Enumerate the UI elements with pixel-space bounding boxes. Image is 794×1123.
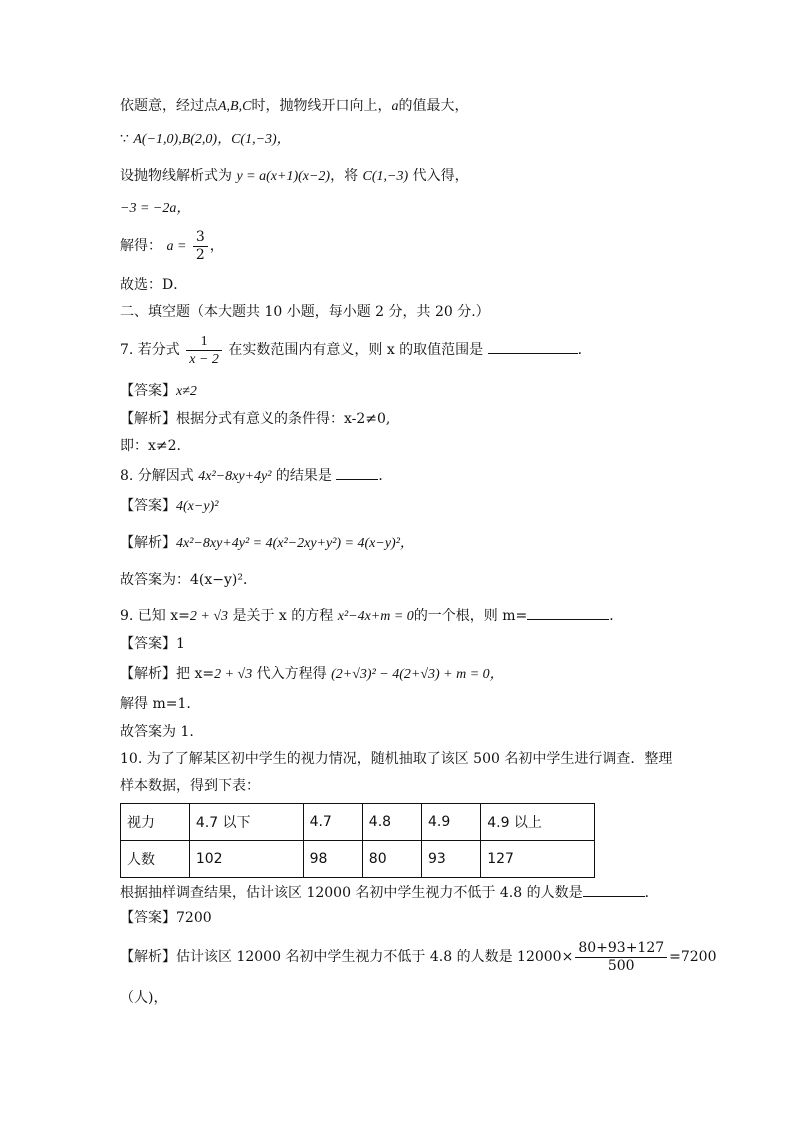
text-fragment: ． (609, 608, 624, 624)
text-line-1 (120, 96, 468, 117)
table-cell: 98 (303, 841, 362, 878)
table-cell: 4.7 (303, 804, 362, 841)
analysis-text: 估计该区 12000 名初中学生视力不低于 4.8 的人数是 12000× (176, 949, 574, 965)
text-line-5 (120, 226, 224, 267)
conclusion-text: 故答案为 1. (120, 724, 194, 740)
question-9 (120, 605, 623, 627)
analysis-label: 【解析】 (120, 535, 176, 551)
answer-7 (120, 381, 197, 402)
analysis-label: 【解析】 (120, 666, 176, 682)
analysis-9 (120, 664, 504, 685)
table-cell: 4.9 以上 (481, 804, 595, 841)
fraction (575, 940, 667, 975)
answer-blank (336, 465, 378, 480)
question-text: 的一个根，则 m= (413, 608, 528, 624)
answer-8 (120, 496, 218, 517)
text-line-2 (120, 129, 291, 150)
analysis-10 (120, 937, 717, 977)
fraction-denominator: 2 (193, 246, 208, 264)
analysis-8 (120, 533, 414, 554)
fraction-denominator: x − 2 (186, 350, 222, 368)
text-line-4 (120, 198, 190, 219)
math-expression: A(−1,0),B(2,0)，C(1,−3)， (133, 132, 291, 147)
answer-value: 7200 (176, 910, 212, 926)
text-line-3 (120, 166, 469, 187)
answer-value: 1 (176, 636, 185, 652)
fraction (193, 229, 208, 264)
table-cell: 4.8 (362, 804, 421, 841)
text-fragment: 解得： (120, 238, 162, 254)
math-expression: a = (166, 239, 187, 254)
text-fragment: ． (378, 468, 393, 484)
table-cell: 4.9 (422, 804, 481, 841)
text-fragment: ，将 (330, 168, 359, 184)
table-row (121, 804, 595, 841)
analysis-7-line-2 (120, 436, 181, 456)
because-symbol: ∵ (120, 131, 129, 147)
text-fragment: 时，抛物线开口向上， (251, 98, 392, 114)
math-expression: 4x²−8xy+4y² (198, 469, 272, 484)
table-cell: 93 (422, 841, 481, 878)
question-text: 样本数据，得到下表： (120, 778, 260, 794)
math-expression: 2 + √3 (214, 667, 253, 682)
table-cell: 人数 (121, 841, 190, 878)
question-text: 根据抽样调查结果，估计该区 12000 名初中学生视力不低于 4.8 的人数是 (120, 885, 583, 901)
analysis-text: 根据分式有意义的条件得：x-2≠0, (176, 411, 391, 427)
analysis-7 (120, 409, 390, 429)
question-10-line-3 (120, 882, 659, 903)
conclusion-9 (120, 722, 194, 742)
answer-value: 4(x−y)² (176, 499, 219, 514)
answer-label: 【答案】 (120, 498, 176, 514)
answer-value: x≠2 (176, 384, 197, 399)
fraction-numerator: 80+93+127 (578, 939, 665, 956)
math-equation: (2+√3)² − 4(2+√3) + m = 0， (331, 667, 504, 682)
question-10 (120, 749, 672, 769)
answer-label: 【答案】 (120, 383, 176, 399)
answer-10 (120, 908, 212, 928)
analysis-text: =7200 (669, 949, 717, 965)
question-text: 8. 分解因式 (120, 468, 194, 484)
question-text: 9. 已知 x= (120, 608, 190, 624)
question-text: 10. 为了了解某区初中学生的视力情况，随机抽取了该区 500 名初中学生进行调查．整理 (120, 751, 673, 767)
question-text: 的结果是 (275, 468, 332, 484)
text-fragment: 代入得， (412, 168, 469, 184)
analysis-text: 解得 m=1. (120, 696, 191, 712)
conclusion-text: 故答案为：4(x−y)²． (120, 572, 257, 588)
analysis-math: 4x²−8xy+4y² = 4(x²−2xy+y²) = 4(x−y)²， (176, 536, 414, 551)
text-fragment: 设抛物线解析式为 (120, 168, 232, 184)
answer-blank (583, 882, 645, 897)
analysis-label: 【解析】 (120, 411, 176, 427)
math-expression: 2 + √3 (189, 609, 229, 624)
analysis-9-line-2 (120, 694, 191, 714)
section-title: 二、填空题（本大题共 10 小题，每小题 2 分，共 20 分.） (120, 304, 490, 320)
text-fragment: ， (209, 238, 224, 254)
question-7 (120, 330, 592, 370)
text-fragment: 的值最大， (398, 98, 469, 114)
table-cell: 80 (362, 841, 421, 878)
table-cell: 102 (189, 841, 303, 878)
conclusion: 故选：D． (120, 277, 188, 293)
table-cell: 4.7 以下 (189, 804, 303, 841)
answer-blank (488, 339, 578, 354)
math-equation: x²−4x+m = 0 (337, 609, 414, 624)
analysis-label: 【解析】 (120, 949, 176, 965)
fraction-numerator: 3 (195, 228, 205, 245)
fraction (186, 333, 222, 368)
question-text: 在实数范围内有意义，则 x 的取值范围是 (228, 342, 484, 358)
table-cell: 视力 (121, 804, 190, 841)
section-heading (120, 302, 490, 322)
analysis-text: 即：x≠2. (120, 438, 181, 454)
question-text: 是关于 x 的方程 (232, 608, 334, 624)
question-text: 7. 若分式 (120, 342, 180, 358)
analysis-text: 代入方程得 (256, 666, 327, 682)
text-fragment: ． (577, 342, 592, 358)
text-fragment: ． (644, 885, 659, 901)
answer-label: 【答案】 (120, 636, 176, 652)
math-expression: C(1,−3) (362, 169, 409, 184)
analysis-text: （人)， (120, 990, 168, 1006)
fraction-numerator: 1 (200, 333, 208, 349)
answer-label: 【答案】 (120, 910, 176, 926)
answer-blank (527, 605, 609, 620)
table-row (121, 841, 595, 878)
fraction-denominator: 500 (575, 957, 667, 975)
question-10-line-2 (120, 776, 260, 796)
conclusion-8 (120, 570, 257, 590)
analysis-text: 把 x= (176, 666, 215, 682)
text-fragment: 依题意，经过点 (120, 98, 218, 114)
math-expression: y = a(x+1)(x−2) (236, 169, 331, 184)
math-points: A,B,C (218, 99, 252, 114)
vision-data-table (120, 803, 595, 878)
table-cell: 127 (481, 841, 595, 878)
text-line-6 (120, 275, 187, 295)
math-var: a (391, 99, 399, 114)
answer-9 (120, 634, 185, 654)
analysis-10-line-2 (120, 988, 167, 1008)
math-expression: −3 = −2a， (120, 201, 191, 216)
question-8 (120, 465, 392, 487)
